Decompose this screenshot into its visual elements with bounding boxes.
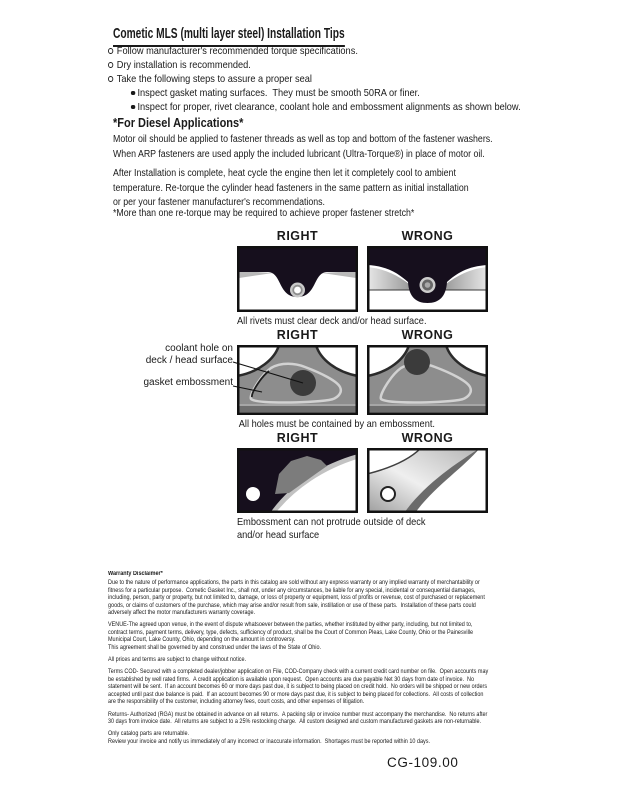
legal-paragraph — [108, 712, 536, 727]
text-line: Returns- Authorized (RGA) must be obtained in advance on all returns. A packing slip or invoice number must accompany the merchandise. No returns after — [108, 711, 488, 718]
bolt-hole — [381, 487, 395, 501]
text-line: are the responsibility of the customer, including attorney fees, court costs, and other expenses of litigation. — [108, 699, 365, 706]
diagram-pair-rivet-clearance — [237, 229, 488, 328]
text-line: Only catalog parts are returnable. — [108, 731, 190, 738]
list-item-text: Follow manufacturer's recommended torque specifications. — [116, 45, 358, 57]
text-line: goods, or claims of customers of the purchase, which may arise and/or result from sale, instillation or use of these parts. Installation of these parts could — [108, 602, 476, 609]
embossment-wrong-diagram — [367, 448, 488, 513]
wrong-example — [367, 229, 488, 312]
wrong-label: WRONG — [401, 229, 454, 243]
text-line: All rivets must clear deck and/or head surface. — [237, 315, 427, 327]
open-bullet-icon — [108, 62, 113, 68]
text-line: deck / head surface — [145, 355, 233, 366]
embossment-wrong-diagram — [367, 448, 488, 513]
text-line: and/or head surface — [237, 529, 320, 541]
list-item-text: Inspect gasket mating surfaces. They must be smooth 50RA or finer. — [137, 87, 420, 99]
text-line: *More than one re-torque may be required to achieve proper fastener stretch* — [113, 208, 415, 219]
text-line: contract terms, payment terms, delivery, type, defects, sufficiency of product, shall be the Court of Common Pleas, Lake County, Ohio or the Painesville — [108, 629, 474, 636]
right-label: RIGHT — [276, 431, 319, 445]
callout-text: gasket embossment — [143, 377, 233, 388]
rivet-wrong-diagram — [367, 246, 488, 312]
installation-tips-list — [108, 44, 521, 114]
callout-leader-lines — [110, 340, 370, 410]
list-item — [108, 58, 521, 72]
text-line: After Installation is complete, heat cycle the engine then let it completely cool to ambient — [113, 168, 456, 179]
list-item-text: Inspect for proper, rivet clearance, coolant hole and embossment alignments as shown below. — [137, 101, 521, 113]
legal-paragraph — [108, 669, 536, 706]
diesel-paragraph — [113, 133, 493, 162]
embossment-right-diagram — [237, 448, 358, 513]
wrong-label: WRONG — [401, 431, 454, 445]
legal-paragraph — [108, 657, 536, 664]
text-line: When ARP fasteners are used apply the included lubricant (Ultra-Torque®) in place of motor oil. — [113, 148, 485, 160]
open-bullet-icon — [108, 76, 113, 82]
text-line: Due to the nature of performance applications, the parts in this catalog are sold without any express warranty or any implied warranty of merchantability or — [108, 580, 480, 587]
right-example — [237, 229, 358, 312]
text-line: Terms COD- Secured with a completed dealer/jobber application on File, COD-Company check with a current credit card number on file. Open accounts may — [108, 669, 489, 676]
list-item — [108, 44, 521, 58]
page-title: Cometic MLS (multi layer steel) Installation Tips — [113, 25, 345, 47]
list-item — [108, 86, 521, 100]
diesel-section-heading: *For Diesel Applications* — [113, 116, 244, 130]
warranty-disclaimer-section — [108, 571, 536, 751]
text-line: All prices and terms are subject to change without notice. — [108, 657, 247, 664]
text-line: fitness for a particular purpose. Cometic Gasket Inc., shall not, under any circumstances, be liable for any special, incidental or consequential damages, — [108, 587, 476, 594]
coolant-wrong-diagram — [367, 345, 488, 415]
text-line: accepted until past due balance is paid. If an account becomes 90 or more days past due, it is subject to being placed for collections. All costs of collection — [108, 691, 484, 698]
rivet-wrong-diagram — [367, 246, 488, 312]
legal-paragraph — [108, 622, 536, 652]
page-number: CG-109.00 — [387, 755, 459, 770]
text-line: adversely affect the motor manufacturers warranty coverage. — [108, 610, 256, 617]
text-line: including, person, party or property, but not limited to, damage, or loss of property or equipment, loss of profits or revenue, cost of purchased or replacement — [108, 595, 485, 602]
text-line: Municipal Court, Lake County, Ohio, depending on the amount in controversy. — [108, 637, 296, 644]
text-line: Review your invoice and notify us immediately of any incorrect or inaccurate information. Shortages must be reported within 10 days. — [108, 738, 430, 745]
bolt-hole — [246, 487, 260, 501]
list-item — [108, 100, 521, 114]
wrong-example — [367, 431, 488, 513]
diagram-caption — [237, 315, 458, 328]
list-item-text: Take the following steps to assure a proper seal — [116, 73, 312, 85]
bullet-icon — [131, 105, 135, 110]
text-line: Embossment can not protrude outside of deck — [237, 516, 426, 528]
wrong-example — [367, 328, 488, 415]
list-item-text: Dry installation is recommended. — [116, 59, 251, 71]
warranty-disclaimer-heading: Warranty Disclaimer* — [108, 571, 163, 577]
text-line: 30 days from invoice date. All returns are subject to a 25% restocking charge. All custom designed and custom manufactured gaskets are non-returnable. — [108, 718, 482, 725]
rivet-right-diagram — [237, 246, 358, 312]
wrong-label: WRONG — [401, 328, 454, 342]
text-line: coolant hole on — [165, 343, 233, 354]
text-line: statement will be sent. If an account becomes 60 or more days past due, it is subject to being placed on credit hold. No orders will be shipped or new orders — [108, 684, 488, 691]
diagram-caption — [237, 516, 458, 542]
diagram-pair-embossment-protrusion — [237, 431, 488, 542]
text-line: or per your fastener manufacturer's recommendations. — [113, 197, 326, 208]
legal-paragraph — [108, 580, 536, 617]
retorque-note — [113, 207, 414, 222]
text-line: Motor oil should be applied to fastener threads as well as top and bottom of the fastener washers. — [113, 134, 493, 145]
legal-paragraph — [108, 731, 536, 746]
bullet-icon — [131, 91, 135, 96]
text-line: VENUE-The agreed upon venue, in the event of dispute whatsoever between the parties, whether instituted by either party, including, but not limited to, — [108, 622, 473, 629]
text-line: temperature. Re-torque the cylinder head fasteners in the same pattern as initial installation — [113, 182, 469, 194]
text-line: This agreement shall be governed by and construed under the laws of the State of Ohio. — [108, 644, 322, 651]
right-label: RIGHT — [276, 229, 319, 243]
rivet-right-diagram — [237, 246, 358, 312]
text-line: All holes must be contained by an embossment. — [238, 418, 435, 430]
coolant-hole — [404, 349, 430, 375]
embossment-right-diagram — [237, 448, 358, 513]
diesel-paragraph — [113, 167, 469, 211]
right-example — [237, 431, 358, 513]
diagram-caption — [237, 418, 458, 431]
text-line: be established by well rated firms. A credit application is available upon request. Open accounts are due payable Net 30 days from date of invoice. No — [108, 676, 475, 683]
right-label: RIGHT — [276, 328, 319, 342]
list-item — [108, 72, 521, 86]
coolant-wrong-diagram — [367, 345, 488, 415]
open-bullet-icon — [108, 48, 113, 54]
